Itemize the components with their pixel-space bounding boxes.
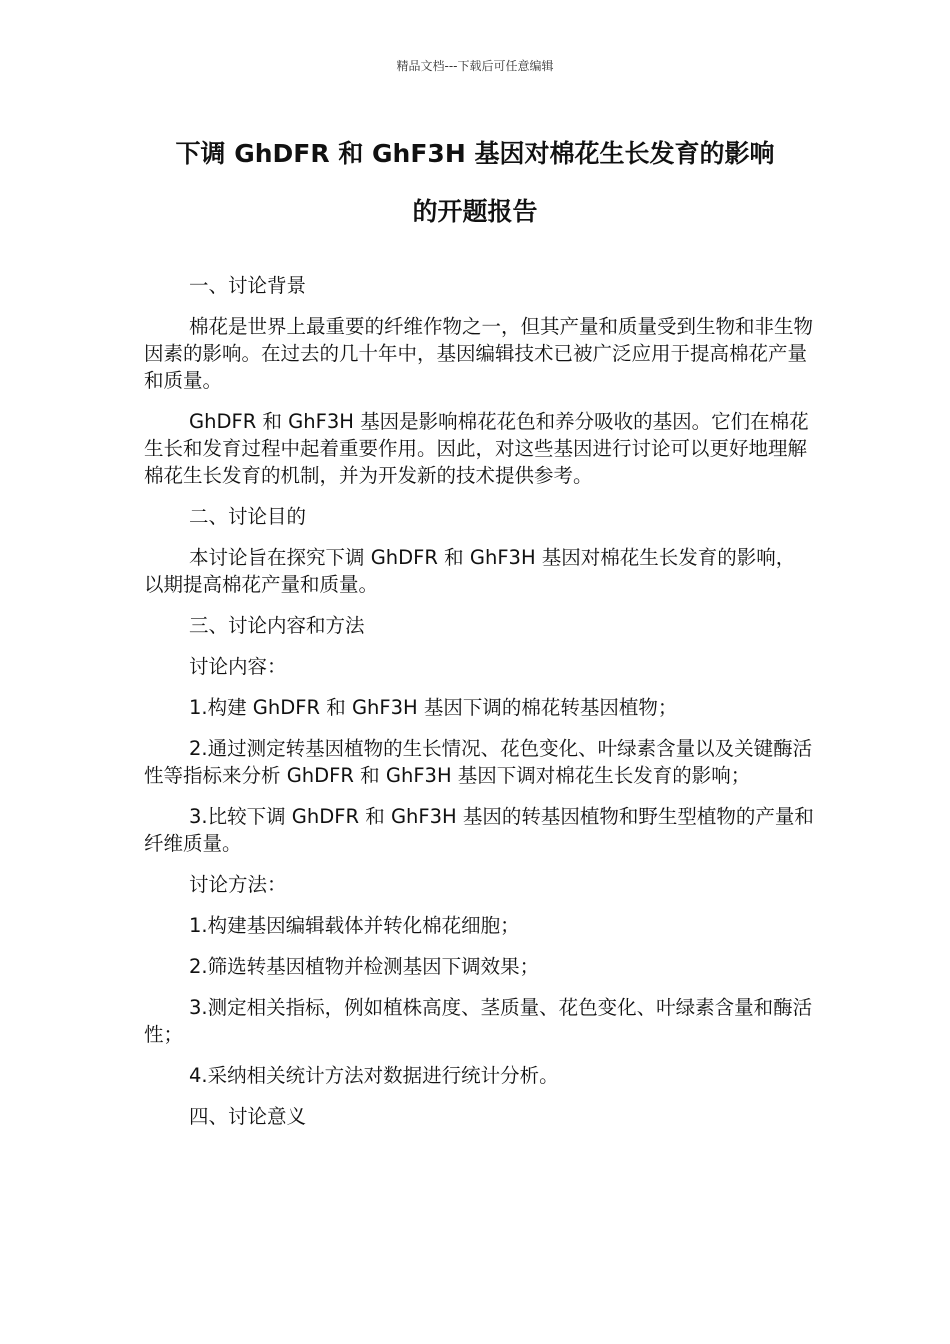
page-header-note: 精品文档---下载后可任意编辑 bbox=[396, 59, 554, 73]
paragraph-background-1: 棉花是世界上最重要的纤维作物之一，但其产量和质量受到生物和非生物因素的影响。在过去的几十年中，基因编辑技术已被广泛应用于提高棉花产量和质量。 bbox=[144, 315, 814, 392]
list-item: 2.通过测定转基因植物的生长情况、花色变化、叶绿素含量以及关键酶活性等指标来分析 GhDFR 和 GhF3H 基因下调对棉花生长发育的影响； bbox=[144, 737, 813, 787]
list-item: 3.测定相关指标，例如植株高度、茎质量、花色变化、叶绿素含量和酶活性； bbox=[144, 996, 813, 1046]
list-item: 3.比较下调 GhDFR 和 GhF3H 基因的转基因植物和野生型植物的产量和纤维质量。 bbox=[144, 805, 814, 855]
list-item: 1.构建基因编辑载体并转化棉花细胞； bbox=[189, 914, 520, 937]
section-heading-significance: 四、讨论意义 bbox=[189, 1105, 307, 1128]
paragraph-background-2: GhDFR 和 GhF3H 基因是影响棉花花色和养分吸收的基因。它们在棉花生长和发育过程中起着重要作用。因此，对这些基因进行讨论可以更好地理解棉花生长发育的机制，并为开发新的技术提供参考。 bbox=[144, 410, 809, 487]
document-title-line-2: 的开题报告 bbox=[412, 197, 538, 226]
document-title-line-1: 下调 GhDFR 和 GhF3H 基因对棉花生长发育的影响 bbox=[175, 139, 775, 168]
section-heading-content-methods: 三、讨论内容和方法 bbox=[189, 614, 365, 637]
document-body bbox=[144, 272, 814, 1144]
list-item: 2.筛选转基因植物并检测基因下调效果； bbox=[189, 955, 540, 978]
section-heading-purpose: 二、讨论目的 bbox=[189, 505, 307, 528]
list-item: 4.采纳相关统计方法对数据进行统计分析。 bbox=[189, 1064, 559, 1087]
section-heading-background: 一、讨论背景 bbox=[189, 274, 307, 297]
list-item: 1.构建 GhDFR 和 GhF3H 基因下调的棉花转基因植物； bbox=[189, 696, 678, 719]
paragraph-purpose: 本讨论旨在探究下调 GhDFR 和 GhF3H 基因对棉花生长发育的影响，以期提高棉花产量和质量。 bbox=[144, 546, 796, 596]
subheading-methods: 讨论方法： bbox=[189, 873, 287, 896]
subheading-content: 讨论内容： bbox=[189, 655, 287, 678]
